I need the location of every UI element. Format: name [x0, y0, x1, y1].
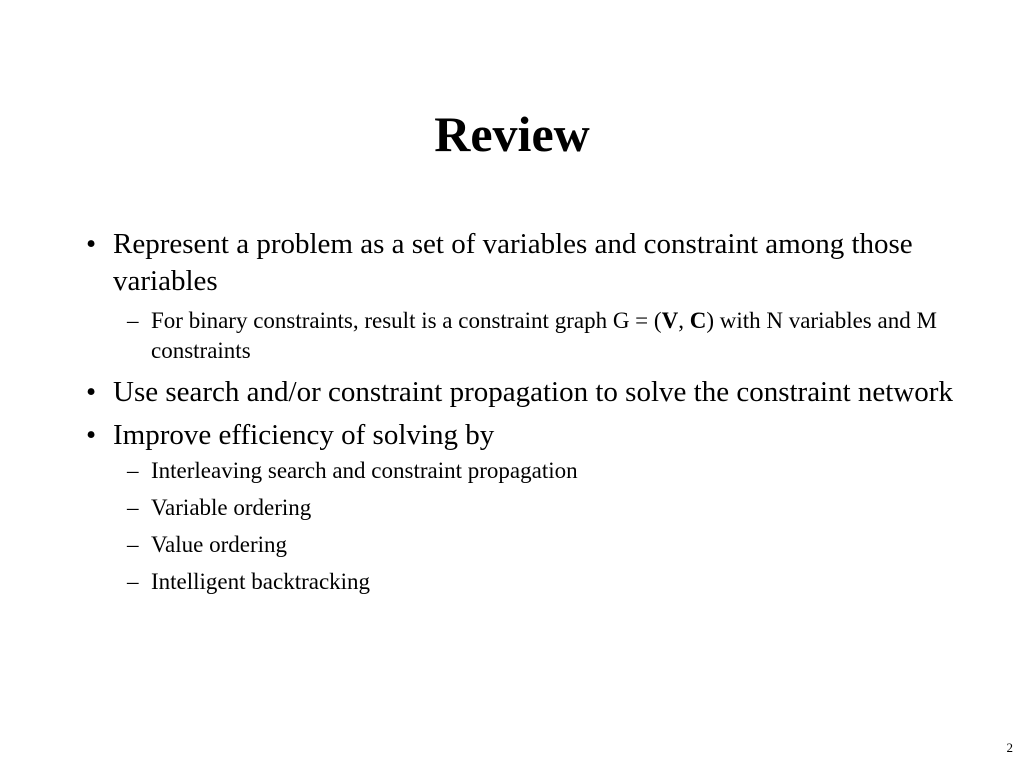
bullet-text: Use search and/or constraint propagation to solve the constraint network	[113, 376, 953, 408]
bullet-dot-icon: •	[86, 419, 97, 451]
bullet-improve-efficiency	[86, 417, 956, 454]
bullet-dot-icon: •	[86, 228, 97, 260]
sub-bullet-interleaving	[86, 456, 956, 486]
sub-bullet-binary-constraints	[86, 306, 956, 366]
sub-bullet-prefix: For binary constraints, result is a constraint graph G = (	[151, 308, 662, 333]
sub-bullet-value-ordering	[86, 530, 956, 560]
sub-bullet-text: Intelligent backtracking	[151, 569, 371, 594]
bullet-text: Represent a problem as a set of variables and constraint among those variables	[113, 228, 913, 297]
page-number: 2	[1006, 740, 1013, 755]
bullet-use-search	[86, 374, 956, 411]
bullet-represent-problem	[86, 226, 956, 300]
sub-bullet-variable-ordering	[86, 493, 956, 523]
dash-icon: –	[127, 458, 139, 483]
sub-bullet-intelligent-backtracking	[86, 567, 956, 597]
sub-bullet-text: Value ordering	[151, 532, 288, 557]
sub-bullet-text: Interleaving search and constraint propagation	[151, 458, 578, 483]
dash-icon: –	[127, 569, 139, 594]
dash-icon: –	[127, 495, 139, 520]
sub-bullet-text: Variable ordering	[151, 495, 312, 520]
dash-icon: –	[127, 308, 139, 333]
sub-bullet-suffix: ) with N variables and M constraints	[151, 308, 937, 363]
sub-bullet-c: C	[689, 308, 707, 333]
slide-content	[86, 226, 956, 605]
dash-icon: –	[127, 532, 139, 557]
sub-bullet-comma: ,	[678, 308, 690, 333]
bullet-dot-icon: •	[86, 376, 97, 408]
sub-bullet-v: V	[661, 308, 679, 333]
slide-title: Review	[434, 106, 590, 162]
bullet-text: Improve efficiency of solving by	[113, 419, 495, 451]
sub-bullet-list	[86, 456, 956, 597]
